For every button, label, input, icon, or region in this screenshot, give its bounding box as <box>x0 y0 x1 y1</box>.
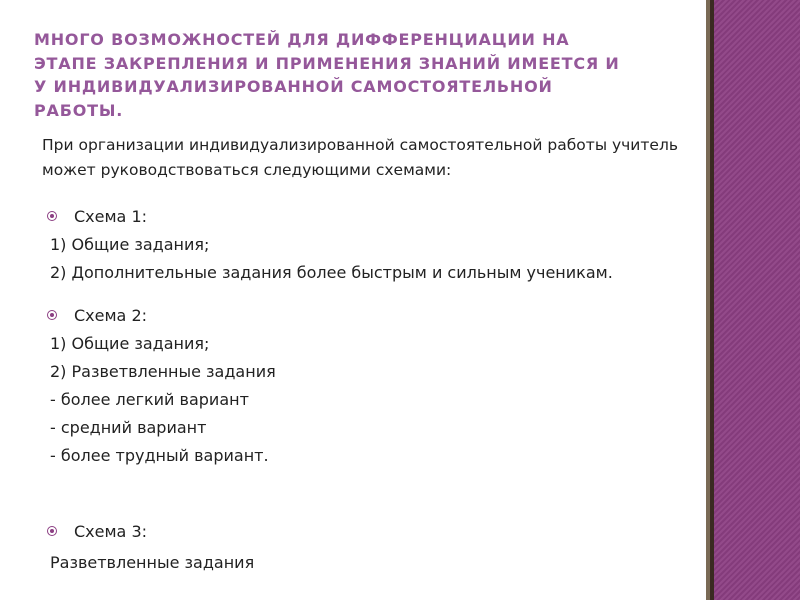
circle-dot-bullet-icon <box>47 211 57 221</box>
intro-paragraph: При организации индивидуализированной самостоятельной работы учитель может руководствоваться следующими схемами: <box>42 136 678 179</box>
circle-dot-bullet-icon <box>47 526 57 536</box>
scheme-2-item: 2) Разветвленные задания <box>50 362 276 381</box>
spacer <box>46 468 696 519</box>
scheme-3-heading <box>46 519 696 544</box>
slide-title: МНОГО ВОЗМОЖНОСТЕЙ ДЛЯ ДИФФЕРЕНЦИАЦИИ НА ЭТАПЕ ЗАКРЕПЛЕНИЯ И ПРИМЕНЕНИЯ ЗНАНИЙ ИМЕЕТСЯ И У ИНДИВИДУАЛИЗИРОВАННОЙ САМОСТОЯТЕЛЬНОЙ РАБОТЫ. <box>34 30 620 120</box>
scheme-2-item: 1) Общие задания; <box>50 334 210 353</box>
decorative-side-panel <box>714 0 800 600</box>
scheme-2-item: - более трудный вариант. <box>50 446 269 465</box>
scheme-2-title: Схема 2: <box>74 306 148 325</box>
scheme-list <box>46 204 696 575</box>
scheme-1-item: 2) Дополнительные задания более быстрым и сильным ученикам. <box>50 263 613 282</box>
scheme-1-title: Схема 1: <box>74 207 148 226</box>
scheme-2-heading <box>46 303 696 328</box>
scheme-3-title: Схема 3: <box>74 522 148 541</box>
scheme-1-item: 1) Общие задания; <box>50 235 210 254</box>
scheme-2-item: - более легкий вариант <box>50 390 249 409</box>
scheme-2-item: - средний вариант <box>50 418 207 437</box>
scheme-3-item: Разветвленные задания <box>50 553 255 572</box>
circle-dot-bullet-icon <box>47 310 57 320</box>
spacer <box>46 284 696 303</box>
scheme-1-heading <box>46 204 696 229</box>
